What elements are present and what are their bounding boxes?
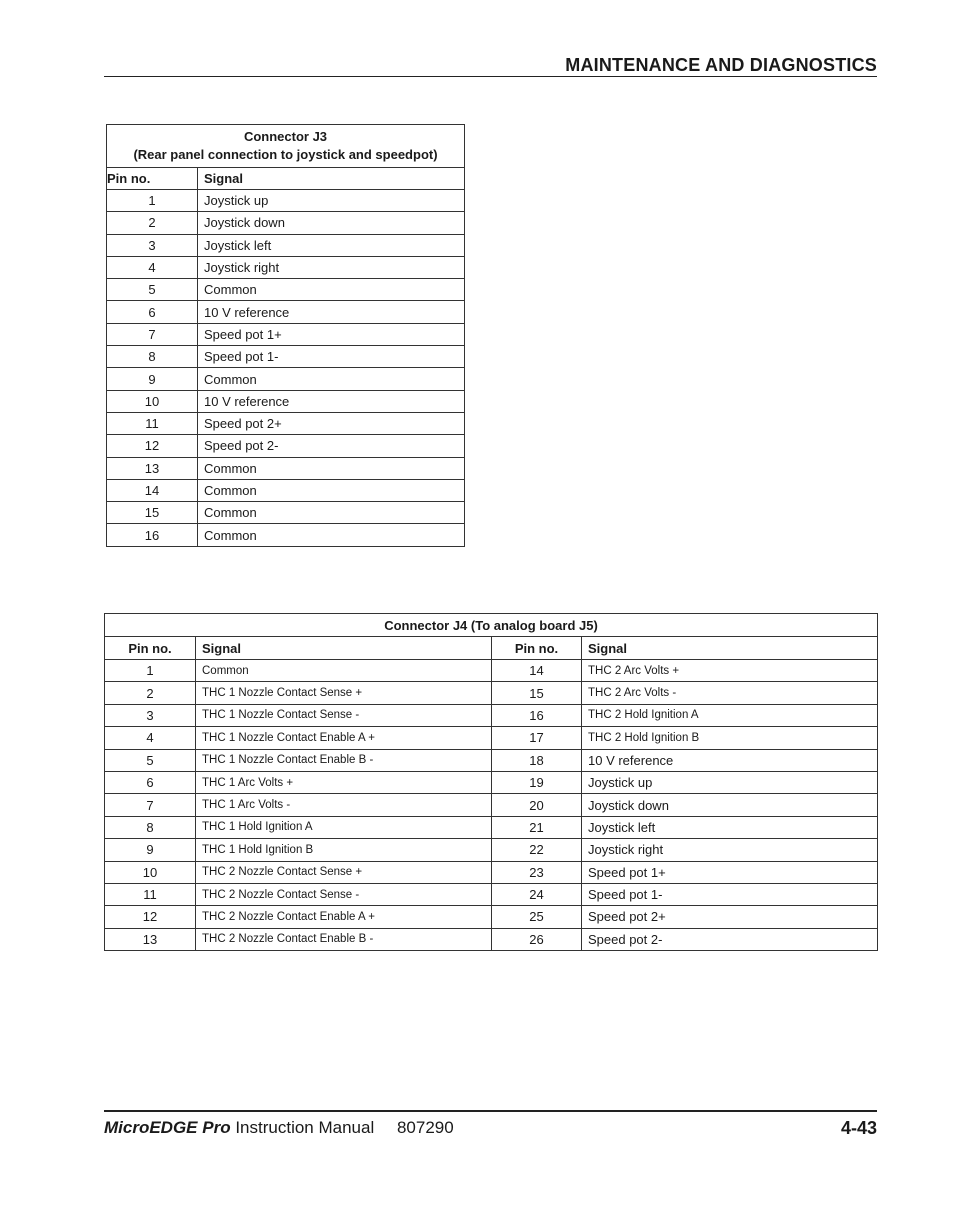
- pin-number-right: 23: [492, 861, 582, 883]
- signal-name: Joystick up: [198, 190, 465, 212]
- signal-name-right: THC 2 Arc Volts +: [582, 660, 878, 682]
- signal-name-right: Speed pot 1+: [582, 861, 878, 883]
- table-row: [105, 727, 878, 749]
- signal-name: 10 V reference: [198, 390, 465, 412]
- footer-divider: [104, 1110, 877, 1112]
- pin-number-right: 26: [492, 928, 582, 950]
- signal-name: Speed pot 1-: [198, 346, 465, 368]
- section-title: MAINTENANCE AND DIAGNOSTICS: [565, 55, 877, 75]
- signal-name: Common: [198, 479, 465, 501]
- table-row: [105, 771, 878, 793]
- pin-number-left: 12: [105, 906, 196, 928]
- signal-name-right: Joystick down: [582, 794, 878, 816]
- pin-number-left: 8: [105, 816, 196, 838]
- j4-col-pin-left: Pin no.: [105, 637, 196, 660]
- signal-name-left: THC 1 Nozzle Contact Enable B -: [196, 749, 492, 771]
- signal-name-right: Joystick up: [582, 771, 878, 793]
- signal-name-right: Speed pot 2+: [582, 906, 878, 928]
- j3-col-pin: Pin no.: [107, 168, 198, 190]
- pin-number-right: 16: [492, 704, 582, 726]
- pin-number-right: 14: [492, 660, 582, 682]
- table-row: [105, 704, 878, 726]
- table-row: [105, 906, 878, 928]
- pin-number: 5: [107, 279, 198, 301]
- signal-name-right: Speed pot 2-: [582, 928, 878, 950]
- signal-name-left: THC 2 Nozzle Contact Enable A +: [196, 906, 492, 928]
- pin-number-left: 11: [105, 883, 196, 905]
- signal-name-left: THC 1 Hold Ignition A: [196, 816, 492, 838]
- signal-name-right: 10 V reference: [582, 749, 878, 771]
- signal-name-left: THC 2 Nozzle Contact Sense -: [196, 883, 492, 905]
- signal-name-left: THC 2 Nozzle Contact Sense +: [196, 861, 492, 883]
- signal-name: Common: [198, 368, 465, 390]
- manual-label: Instruction Manual: [235, 1118, 375, 1137]
- signal-name: Joystick down: [198, 212, 465, 234]
- table-row: [107, 323, 465, 345]
- signal-name-left: THC 1 Hold Ignition B: [196, 839, 492, 861]
- pin-number-left: 3: [105, 704, 196, 726]
- table-row: [107, 412, 465, 434]
- table-row: [105, 816, 878, 838]
- pin-number-right: 21: [492, 816, 582, 838]
- signal-name-right: THC 2 Hold Ignition B: [582, 727, 878, 749]
- pin-number: 14: [107, 479, 198, 501]
- pin-number-left: 13: [105, 928, 196, 950]
- pin-number-left: 9: [105, 839, 196, 861]
- pin-number-left: 10: [105, 861, 196, 883]
- table-row: [107, 279, 465, 301]
- pin-number: 3: [107, 234, 198, 256]
- j4-title: Connector J4 (To analog board J5): [105, 614, 878, 637]
- table-row: [107, 301, 465, 323]
- j4-rows: [105, 660, 878, 951]
- signal-name-left: THC 1 Arc Volts +: [196, 771, 492, 793]
- doc-number: 807290: [396, 1118, 454, 1137]
- pin-number-left: 6: [105, 771, 196, 793]
- signal-name-right: THC 2 Arc Volts -: [582, 682, 878, 704]
- pin-number-left: 7: [105, 794, 196, 816]
- signal-name-left: Common: [196, 660, 492, 682]
- table-row: [107, 479, 465, 501]
- table-row: [105, 749, 878, 771]
- table-row: [107, 234, 465, 256]
- table-row: [107, 368, 465, 390]
- table-row: [107, 457, 465, 479]
- signal-name-left: THC 1 Nozzle Contact Enable A +: [196, 727, 492, 749]
- signal-name: Joystick left: [198, 234, 465, 256]
- table-row: [105, 861, 878, 883]
- j3-rows: [107, 190, 465, 547]
- j4-col-signal-right: Signal: [582, 637, 878, 660]
- pin-number: 13: [107, 457, 198, 479]
- table-row: [107, 346, 465, 368]
- pin-number-right: 22: [492, 839, 582, 861]
- pin-number-right: 17: [492, 727, 582, 749]
- j4-col-pin-right: Pin no.: [492, 637, 582, 660]
- signal-name: Common: [198, 457, 465, 479]
- pin-number: 15: [107, 502, 198, 524]
- table-row: [107, 435, 465, 457]
- table-row: [107, 212, 465, 234]
- table-row: [105, 839, 878, 861]
- pin-number-right: 18: [492, 749, 582, 771]
- j3-caption: [107, 125, 465, 168]
- j3-subtitle: (Rear panel connection to joystick and speedpot): [133, 147, 438, 162]
- signal-name-right: Joystick left: [582, 816, 878, 838]
- table-row: [107, 390, 465, 412]
- signal-name: Speed pot 1+: [198, 323, 465, 345]
- pin-number-right: 24: [492, 883, 582, 905]
- header-divider: [104, 76, 877, 77]
- pin-number: 7: [107, 323, 198, 345]
- table-row: [107, 190, 465, 212]
- product-brand: MicroEDGE Pro: [104, 1118, 231, 1137]
- signal-name-left: THC 1 Arc Volts -: [196, 794, 492, 816]
- table-row: [105, 928, 878, 950]
- signal-name: Speed pot 2-: [198, 435, 465, 457]
- pin-number: 11: [107, 412, 198, 434]
- pin-number-right: 19: [492, 771, 582, 793]
- signal-name-right: Speed pot 1-: [582, 883, 878, 905]
- table-row: [105, 794, 878, 816]
- signal-name: Speed pot 2+: [198, 412, 465, 434]
- pin-number: 6: [107, 301, 198, 323]
- pin-number-left: 5: [105, 749, 196, 771]
- pin-number: 12: [107, 435, 198, 457]
- page-number: 4-43: [840, 1118, 877, 1138]
- signal-name: 10 V reference: [198, 301, 465, 323]
- signal-name: Common: [198, 279, 465, 301]
- pin-number: 2: [107, 212, 198, 234]
- j3-col-signal: Signal: [198, 168, 465, 190]
- pin-number: 4: [107, 256, 198, 278]
- pin-number: 16: [107, 524, 198, 546]
- pin-number: 10: [107, 390, 198, 412]
- table-row: [105, 682, 878, 704]
- pin-number: 8: [107, 346, 198, 368]
- pin-number-right: 25: [492, 906, 582, 928]
- signal-name-right: Joystick right: [582, 839, 878, 861]
- j3-title: Connector J3: [243, 129, 328, 144]
- signal-name-left: THC 1 Nozzle Contact Sense +: [196, 682, 492, 704]
- pin-number-right: 15: [492, 682, 582, 704]
- signal-name: Joystick right: [198, 256, 465, 278]
- connector-j4-table: [104, 613, 878, 951]
- pin-number-left: 2: [105, 682, 196, 704]
- pin-number-left: 4: [105, 727, 196, 749]
- signal-name: Common: [198, 524, 465, 546]
- signal-name-right: THC 2 Hold Ignition A: [582, 704, 878, 726]
- signal-name-left: THC 2 Nozzle Contact Enable B -: [196, 928, 492, 950]
- footer-manual-info: [104, 1118, 454, 1138]
- table-row: [107, 502, 465, 524]
- signal-name-left: THC 1 Nozzle Contact Sense -: [196, 704, 492, 726]
- table-row: [107, 256, 465, 278]
- table-row: [107, 524, 465, 546]
- table-row: [105, 883, 878, 905]
- pin-number: 1: [107, 190, 198, 212]
- pin-number: 9: [107, 368, 198, 390]
- j4-col-signal-left: Signal: [196, 637, 492, 660]
- pin-number-left: 1: [105, 660, 196, 682]
- connector-j3-table: [106, 124, 465, 547]
- pin-number-right: 20: [492, 794, 582, 816]
- signal-name: Common: [198, 502, 465, 524]
- table-row: [105, 660, 878, 682]
